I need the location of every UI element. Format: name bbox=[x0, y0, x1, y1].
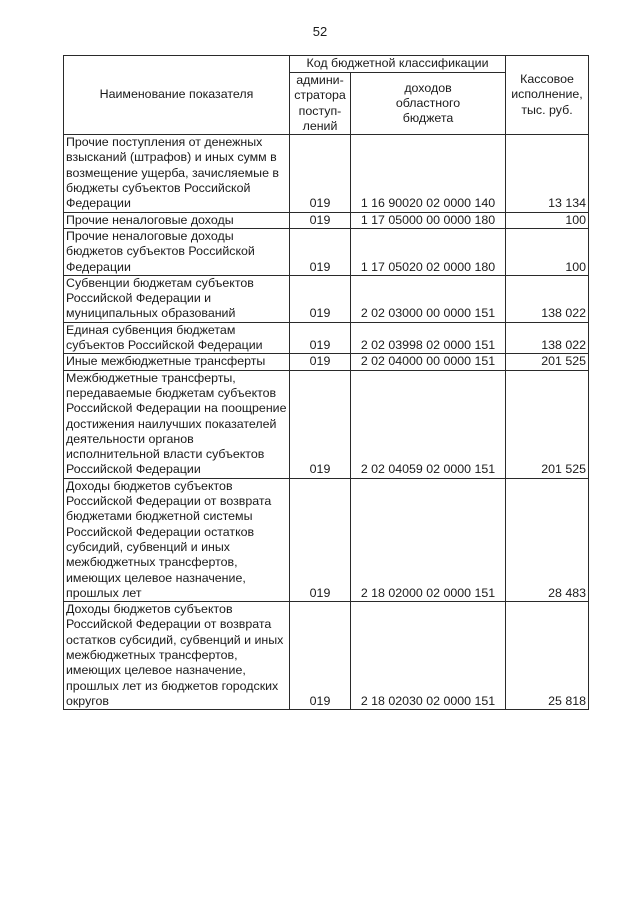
row-amount: 28 483 bbox=[506, 478, 589, 601]
row-name: Межбюджетные трансферты, передаваемые бюджетам субъектов Российской Федерации на поощрение достижения наилучших показателей деятельности органов исполнительной власти субъектов Российской Федерации bbox=[64, 370, 290, 478]
header-code-group: Код бюджетной классификации bbox=[290, 56, 506, 73]
row-admin-code: 019 bbox=[290, 478, 351, 601]
table-row bbox=[64, 478, 589, 601]
header-amount bbox=[506, 56, 589, 135]
row-budget-code: 2 18 02030 02 0000 151 bbox=[351, 602, 506, 710]
table-row bbox=[64, 228, 589, 275]
table-row bbox=[64, 370, 589, 478]
row-budget-code: 2 02 03000 00 0000 151 bbox=[351, 275, 506, 322]
row-amount: 201 525 bbox=[506, 354, 589, 370]
page-number: 52 bbox=[312, 24, 328, 39]
header-amount-line: исполнение, bbox=[511, 87, 583, 102]
table-row bbox=[64, 602, 589, 710]
row-name: Прочие неналоговые доходы бюджетов субъектов Российской Федерации bbox=[64, 228, 290, 275]
row-amount: 138 022 bbox=[506, 275, 589, 322]
row-admin-code: 019 bbox=[290, 370, 351, 478]
row-admin-code: 019 bbox=[290, 354, 351, 370]
header-income bbox=[351, 73, 506, 135]
header-row bbox=[64, 56, 589, 73]
header-name: Наименование показателя bbox=[64, 56, 290, 135]
row-admin-code: 019 bbox=[290, 228, 351, 275]
budget-table bbox=[63, 55, 589, 710]
row-admin-code: 019 bbox=[290, 602, 351, 710]
row-amount: 138 022 bbox=[506, 322, 589, 354]
header-admin-line: стратора bbox=[294, 88, 346, 103]
row-amount: 13 134 bbox=[506, 135, 589, 212]
header-admin-line: админи- bbox=[296, 73, 344, 87]
row-name: Доходы бюджетов субъектов Российской Федерации от возврата остатков субсидий, субвенций и иных межбюджетных трансфертов, имеющих целевое назначение, прошлых лет из бюджетов городских округов bbox=[64, 602, 290, 710]
row-budget-code: 2 02 04000 00 0000 151 bbox=[351, 354, 506, 370]
row-name: Прочие поступления от денежных взысканий (штрафов) и иных сумм в возмещение ущерба, зачисляемые в бюджеты субъектов Российской Федерации bbox=[64, 135, 290, 212]
row-name: Субвенции бюджетам субъектов Российской Федерации и муниципальных образований bbox=[64, 275, 290, 322]
row-admin-code: 019 bbox=[290, 322, 351, 354]
header-income-line: бюджета bbox=[402, 111, 454, 126]
row-amount: 25 818 bbox=[506, 602, 589, 710]
table-row bbox=[64, 354, 589, 370]
table-row bbox=[64, 275, 589, 322]
header-income-line: областного bbox=[395, 95, 461, 110]
row-budget-code: 2 18 02000 02 0000 151 bbox=[351, 478, 506, 601]
row-budget-code: 1 16 90020 02 0000 140 bbox=[351, 135, 506, 212]
header-amount-line: Кассовое bbox=[520, 72, 574, 87]
row-name: Прочие неналоговые доходы bbox=[64, 212, 290, 228]
row-name: Единая субвенция бюджетам субъектов Российской Федерации bbox=[64, 322, 290, 354]
table-row bbox=[64, 135, 589, 212]
header-admin-line: поступ- bbox=[298, 103, 342, 118]
row-budget-code: 2 02 04059 02 0000 151 bbox=[351, 370, 506, 478]
row-budget-code: 1 17 05000 00 0000 180 bbox=[351, 212, 506, 228]
row-name: Иные межбюджетные трансферты bbox=[64, 354, 290, 370]
table-row bbox=[64, 212, 589, 228]
header-admin bbox=[290, 73, 351, 135]
row-name: Доходы бюджетов субъектов Российской Федерации от возврата бюджетами бюджетной системы Российской Федерации остатков субсидий, субвенций и иных межбюджетных трансфертов, имеющих целевое назначение, прошлых лет bbox=[64, 478, 290, 601]
header-amount-line: тыс. руб. bbox=[521, 102, 573, 117]
row-amount: 100 bbox=[506, 212, 589, 228]
row-amount: 201 525 bbox=[506, 370, 589, 478]
row-admin-code: 019 bbox=[290, 135, 351, 212]
table-row bbox=[64, 322, 589, 354]
row-amount: 100 bbox=[506, 228, 589, 275]
header-admin-line: лений bbox=[302, 118, 338, 133]
row-budget-code: 1 17 05020 02 0000 180 bbox=[351, 228, 506, 275]
row-admin-code: 019 bbox=[290, 212, 351, 228]
row-budget-code: 2 02 03998 02 0000 151 bbox=[351, 322, 506, 354]
header-income-line: доходов bbox=[404, 80, 452, 95]
row-admin-code: 019 bbox=[290, 275, 351, 322]
